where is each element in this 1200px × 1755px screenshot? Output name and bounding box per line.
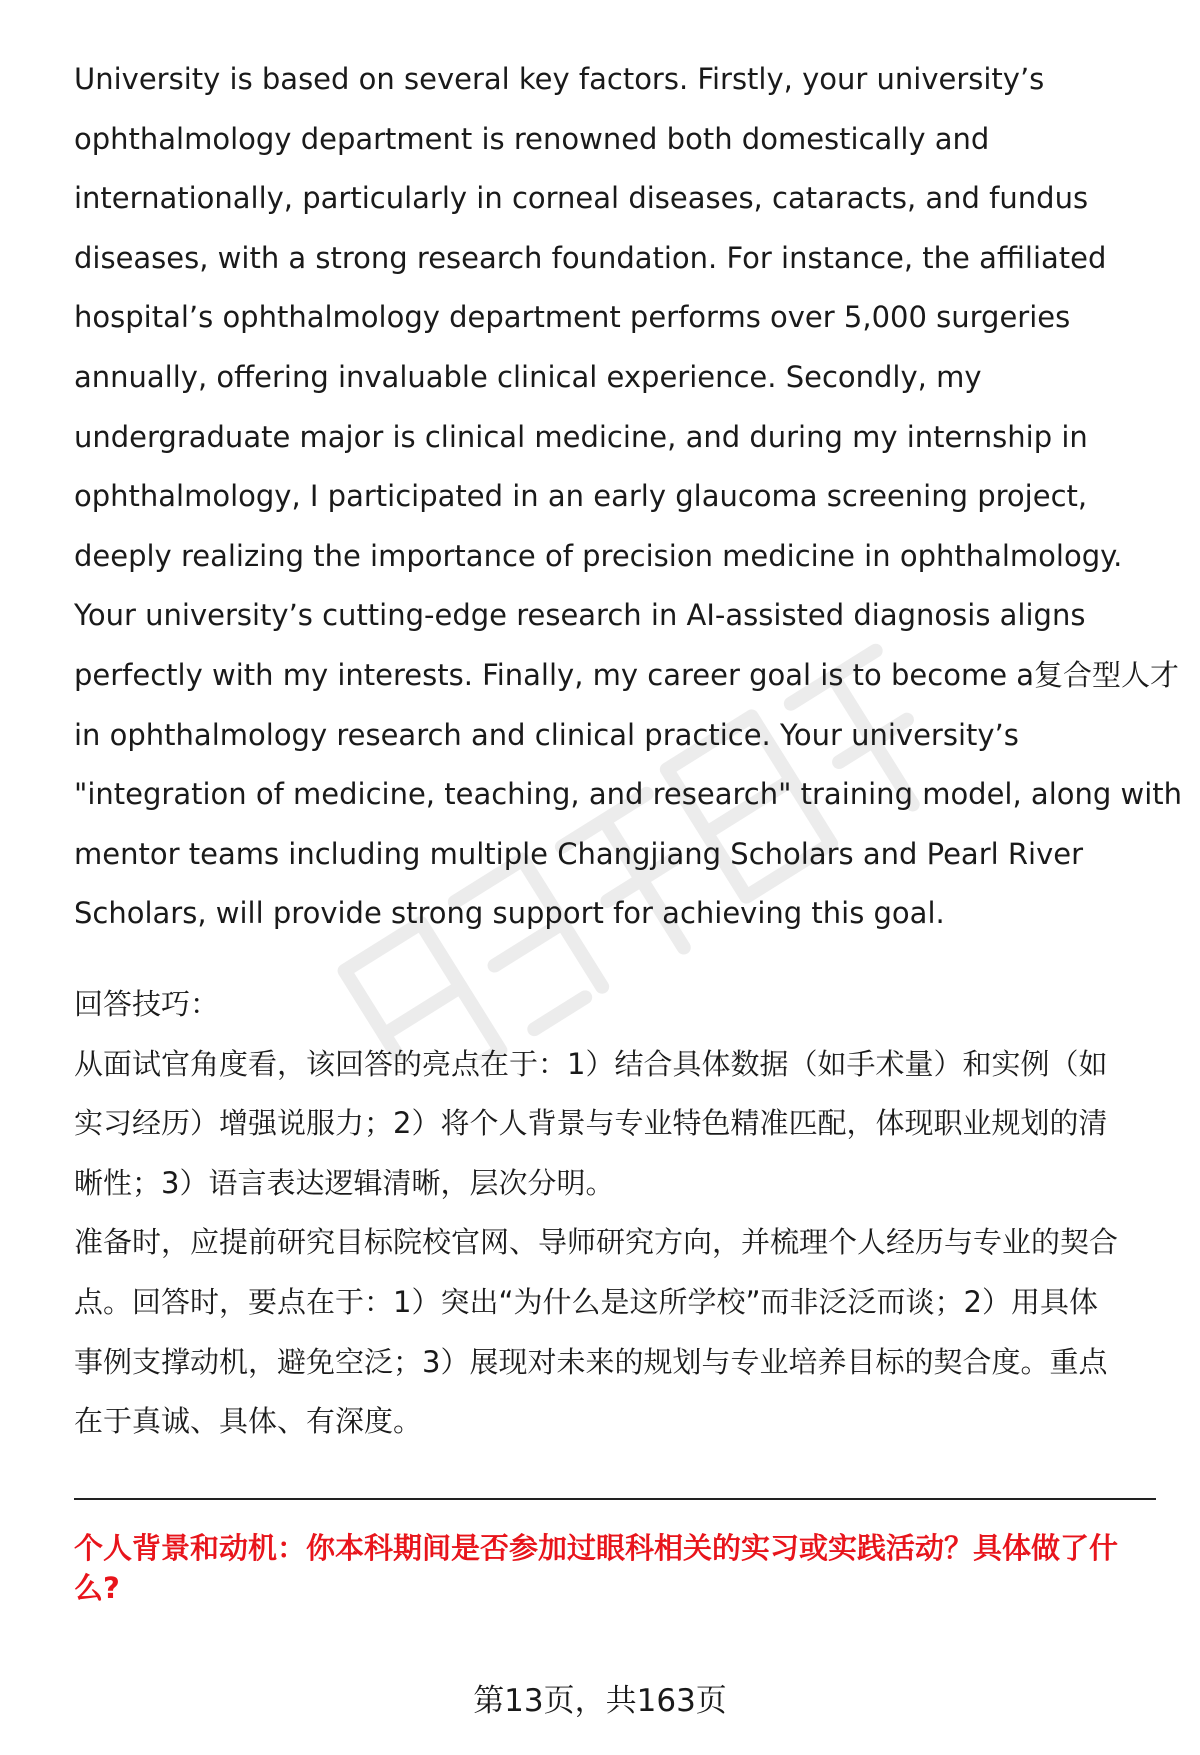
answer-line: deeply realizing the importance of precision medicine in ophthalmology. xyxy=(74,538,1123,573)
answer-line: undergraduate major is clinical medicine, and during my internship in xyxy=(74,419,1088,454)
answer-line: perfectly with my interests. Finally, my career goal is to become a复合型人才 xyxy=(74,657,1180,692)
answer-line: hospital’s ophthalmology department performs over 5,000 surgeries xyxy=(74,300,1071,335)
tips-line: 准备时，应提前研究目标院校官网、导师研究方向，并梳理个人经历与专业的契合 xyxy=(74,1225,1119,1260)
answer-line: ophthalmology department is renowned both domestically and xyxy=(74,121,990,156)
tips-line: 事例支撑动机，避免空泛；3）展现对未来的规划与专业培养目标的契合度。重点 xyxy=(74,1344,1108,1379)
section-divider xyxy=(74,1498,1156,1500)
tips-heading: 回答技巧： xyxy=(74,987,220,1021)
answer-line: University is based on several key factors. Firstly, your university’s xyxy=(74,62,1045,96)
answer-line: ophthalmology, I participated in an early glaucoma screening project, xyxy=(74,479,1088,514)
tips-line: 点。回答时，要点在于：1）突出“为什么是这所学校”而非泛泛而谈；2）用具体 xyxy=(74,1284,1098,1319)
next-question-heading xyxy=(74,1528,1164,1608)
answer-line: internationally, particularly in corneal diseases, cataracts, and fundus xyxy=(74,181,1089,216)
page-number-footer: 第13页，共163页 xyxy=(473,1683,727,1719)
english-answer-paragraph xyxy=(74,50,1183,944)
answer-line: Scholars, will provide strong support for achieving this goal. xyxy=(74,896,945,931)
tips-line: 实习经历）增强说服力；2）将个人背景与专业特色精准匹配，体现职业规划的清 xyxy=(74,1106,1108,1141)
question-line: 个人背景和动机：你本科期间是否参加过眼科相关的实习或实践活动？具体做了什 xyxy=(74,1531,1119,1565)
answer-line: annually, offering invaluable clinical experience. Secondly, my xyxy=(74,359,982,394)
answer-line: in ophthalmology research and clinical practice. Your university’s xyxy=(74,717,1019,752)
answer-line: mentor teams including multiple Changjiang Scholars and Pearl River xyxy=(74,836,1084,871)
answer-line: diseases, with a strong research foundation. For instance, the affiliated xyxy=(74,240,1107,275)
tips-line: 晰性；3）语言表达逻辑清晰，层次分明。 xyxy=(74,1165,615,1200)
tips-line: 在于真诚、具体、有深度。 xyxy=(74,1404,423,1439)
answer-line: Your university’s cutting-edge research in AI-assisted diagnosis aligns xyxy=(74,598,1086,633)
answer-line: "integration of medicine, teaching, and research" training model, along with xyxy=(74,777,1183,812)
tips-line: 从面试官角度看，该回答的亮点在于：1）结合具体数据（如手术量）和实例（如 xyxy=(74,1046,1108,1081)
question-line: 么? xyxy=(74,1571,120,1605)
answer-tips-section xyxy=(74,975,1174,1452)
